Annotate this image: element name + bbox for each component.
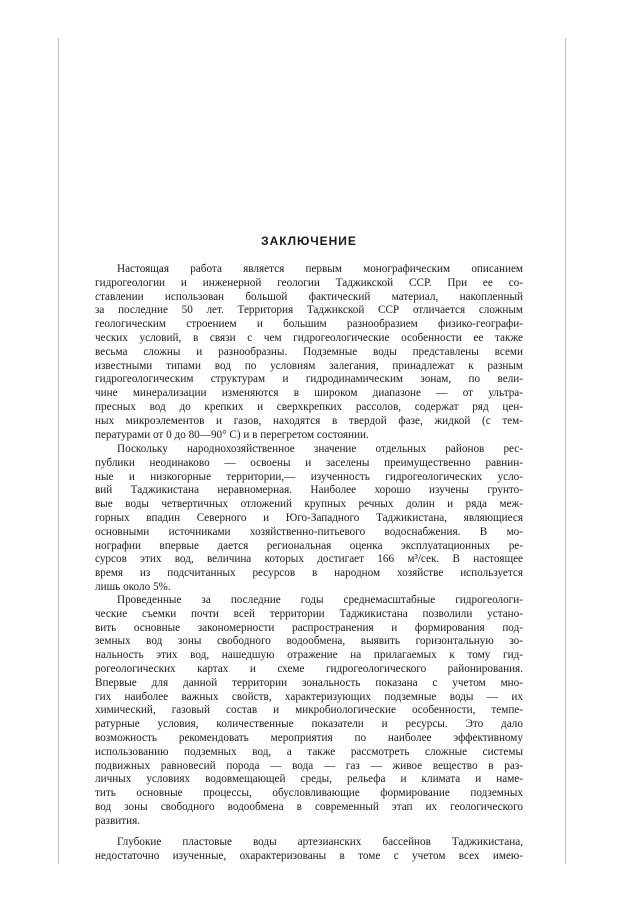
text-line: нографии впервые дается региональная оценка эксплуатационных ре- [95, 539, 523, 552]
section-title: ЗАКЛЮЧЕНИЕ [261, 234, 357, 248]
text-line: чине минерализации изменяются в широком диапазоне — от ультра- [95, 387, 523, 400]
text-line: вий Таджикистана неравномерная. Наиболее хорошо изучены грунто- [95, 484, 523, 497]
text-line: Глубокие пластовые воды артезианских бассейнов Таджикистана, [117, 836, 523, 848]
paragraph-1 [95, 263, 523, 442]
text-line: ных микроэлементов и газов, находятся в твердой фазе, жидкой (с тем- [95, 414, 523, 427]
text-line: ческих условий, в связи с чем гидрогеологические особенности ее также [95, 331, 523, 344]
text-line: ратурные условия, количественные показатели и ресурсы. Это дало [95, 718, 523, 731]
text-line: Проведенные за последние годы среднемасштабные гидрогеологи- [117, 594, 523, 606]
text-line: гидрогеологии и инженерной геологии Таджикской ССР. При ее со- [95, 276, 523, 289]
text-line: использованию подземных вод, а также рассмотреть сложные системы [95, 745, 523, 758]
text-line: вить основные закономерности распространения и формирования под- [95, 621, 523, 634]
text-line: пресных вод до крепких и сверхкрепких рассолов, содержат ряд цен- [95, 400, 523, 413]
text-line: время из подсчитанных ресурсов в народном хозяйстве используется [95, 567, 523, 580]
text-line: Впервые для данной территории зональность показана с учетом мно- [95, 676, 523, 689]
text-line: за последние 50 лет. Территория Таджикской ССР отличается сложным [95, 304, 523, 317]
text-line: лишь около 5%. [95, 580, 171, 593]
text-line: земных вод зоны свободного водообмена, выявить горизонтальную зо- [95, 635, 523, 648]
text-line: тить основные процессы, обусловливающие формирование подземных [95, 787, 523, 800]
text-line: ческие съемки почти всей территории Таджикистана позволили устано- [95, 607, 523, 620]
text-line: ставлении использован большой фактический материал, накопленный [95, 290, 523, 303]
text-line: вод зоны свободного водообмена в современный этап их геологического [95, 800, 523, 813]
text-line: весьма сложны и разнообразны. Подземные воды представлены всеми [95, 345, 523, 358]
text-line: известными типами вод по условиям залегания, принадлежат к разным [95, 359, 523, 372]
text-line: недостаточно изученные, охарактеризованы в томе с учетом всех имею- [95, 849, 523, 862]
text-line: личных условиях водовмещающей среды, рельефа и климата и наме- [95, 773, 523, 786]
text-line: сурсов этих вод, величина которых достигает 166 м³/сек. В настоящее [95, 553, 523, 566]
text-line: нальность этих вод, нашедшую отражение на прилагаемых к тому гид- [95, 649, 523, 662]
text-line: публики неодинаково — освоены и заселены преимущественно равнин- [95, 456, 523, 469]
paragraph-2 [95, 443, 523, 595]
text-line: возможность рекомендовать мероприятия по наиболее эффективному [95, 731, 523, 744]
paragraph-4 [95, 836, 523, 864]
text-line: развития. [95, 814, 141, 827]
text-line: вые воды четвертичных отложений крупных речных долин и ряда меж- [95, 498, 523, 511]
text-line: подвижных равновесий порода — вода — газ — живое вещество в раз- [95, 759, 523, 772]
paragraph-3 [95, 594, 523, 829]
text-line: основными источниками хозяйственно-питьевого водоснабжения. В мо- [95, 525, 523, 538]
text-line: гидрогеологическим структурам и гидродинамическим зонам, по вели- [95, 373, 523, 386]
page-left-edge [58, 38, 59, 864]
text-line: ные и низкогорные территории,— изученность гидрогеологических усло- [95, 470, 523, 483]
text-line: пературами от 0 до 80—90° С) и в перегретом состоянии. [95, 428, 369, 441]
text-line: геологическим строением и большим разнообразием физико-географи- [95, 318, 523, 331]
text-line: Поскольку народнохозяйственное значение отдельных районов рес- [117, 443, 523, 455]
page-right-edge [565, 38, 566, 864]
text-line: Настоящая работа является первым монографическим описанием [117, 263, 523, 275]
text-line: химический, газовый состав и микробиологические особенности, темпе- [95, 704, 523, 717]
text-line: горных впадин Северного и Юго-Западного Таджикистана, являющиеся [95, 511, 523, 524]
text-line: рогеологических картах и схеме гидрогеологического районирования. [95, 662, 523, 675]
text-line: гих наиболее важных свойств, характеризующих подземные воды — их [95, 690, 523, 703]
